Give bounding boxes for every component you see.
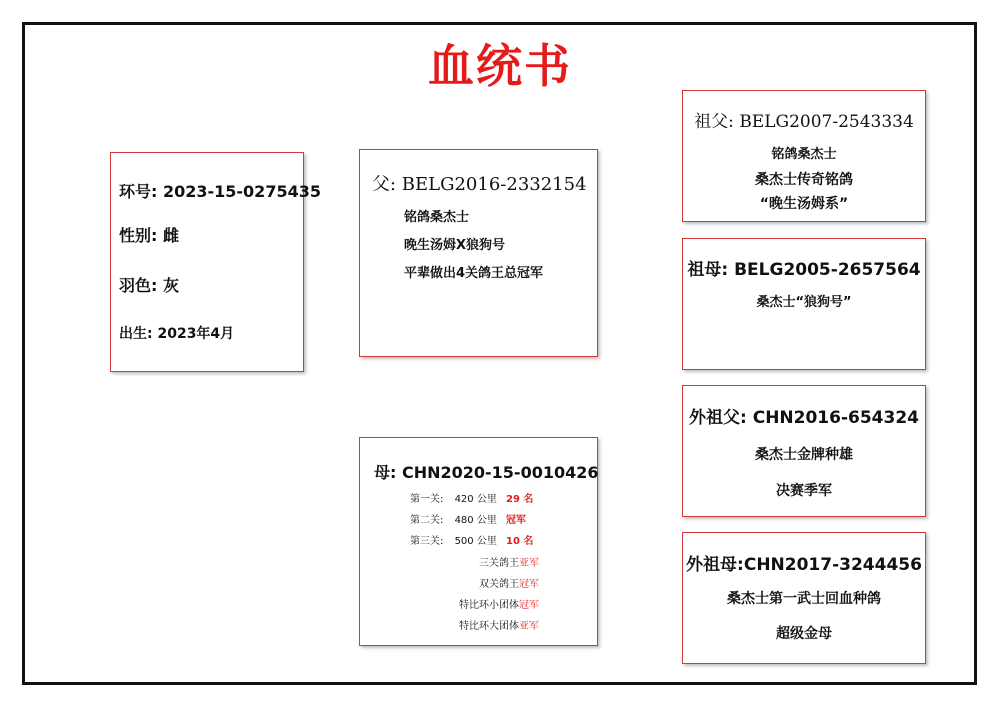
maternal-grandfather-id: 外祖父: CHN2016-654324 — [689, 408, 919, 428]
birth-date: 出生: 2023年4月 — [119, 326, 235, 342]
maternal-grandfather-line: 决赛季军 — [776, 483, 832, 499]
award-row — [479, 554, 539, 569]
father-card — [359, 149, 598, 357]
race-distance: 480 公里 — [454, 515, 497, 526]
maternal-grandmother-card — [682, 532, 926, 664]
award-row — [479, 575, 539, 590]
award-result: 亚军 — [519, 558, 539, 569]
race-distance: 500 公里 — [454, 536, 497, 547]
father-id: 父: BELG2016-2332154 — [372, 174, 587, 195]
ring-number: 环号: 2023-15-0275435 — [119, 182, 321, 201]
bird-card — [110, 152, 321, 372]
race-row — [410, 532, 533, 547]
race-result: 冠军 — [506, 515, 527, 526]
mother-card — [359, 437, 598, 646]
award-row — [459, 617, 539, 632]
award-label: 特比环小团体 — [459, 600, 519, 611]
father-line: 晚生汤姆X狼狗号 — [404, 238, 506, 253]
page-title: 血统书 — [428, 39, 572, 93]
race-stage: 第三关: — [410, 536, 444, 547]
maternal-grandmother-line: 桑杰士第一武士回血种鸽 — [727, 591, 881, 607]
race-result: 29 名 — [506, 494, 534, 505]
award-result: 冠军 — [519, 579, 539, 590]
race-stage: 第二关: — [410, 515, 444, 526]
maternal-grandmother-id: 外祖母:CHN2017-3244456 — [686, 555, 922, 575]
paternal-grandfather-line: “晚生汤姆系” — [759, 196, 849, 212]
award-row — [459, 596, 539, 611]
father-line: 铭鸽桑杰士 — [404, 210, 470, 225]
paternal-grandfather-line: 铭鸽桑杰士 — [771, 147, 837, 162]
maternal-grandmother-line: 超级金母 — [776, 626, 832, 642]
maternal-grandfather-card — [682, 385, 926, 517]
race-stage: 第一关: — [410, 494, 444, 505]
award-result: 亚军 — [519, 621, 539, 632]
maternal-grandfather-line: 桑杰士金牌种雄 — [755, 447, 853, 463]
feather-color: 羽色: 灰 — [119, 276, 179, 295]
mother-id: 母: CHN2020-15-0010426 — [374, 463, 599, 482]
award-label: 双关鸽王 — [479, 579, 519, 590]
paternal-grandfather-id: 祖父: BELG2007-2543334 — [694, 112, 914, 132]
paternal-grandmother-card — [682, 238, 926, 370]
award-label: 三关鸽王 — [479, 558, 519, 569]
paternal-grandmother-line: 桑杰士“狼狗号” — [756, 295, 852, 310]
paternal-grandfather-line: 桑杰士传奇铭鸽 — [755, 172, 853, 188]
paternal-grandmother-id: 祖母: BELG2005-2657564 — [687, 260, 921, 280]
sex: 性别: 雌 — [119, 226, 179, 245]
race-row — [410, 490, 533, 505]
award-label: 特比环大团体 — [459, 621, 519, 632]
race-result: 10 名 — [506, 536, 534, 547]
award-result: 冠军 — [519, 600, 539, 611]
father-line: 平辈做出4关鸽王总冠军 — [404, 266, 544, 281]
paternal-grandfather-card — [682, 90, 926, 222]
race-distance: 420 公里 — [454, 494, 497, 505]
race-row — [410, 511, 526, 526]
